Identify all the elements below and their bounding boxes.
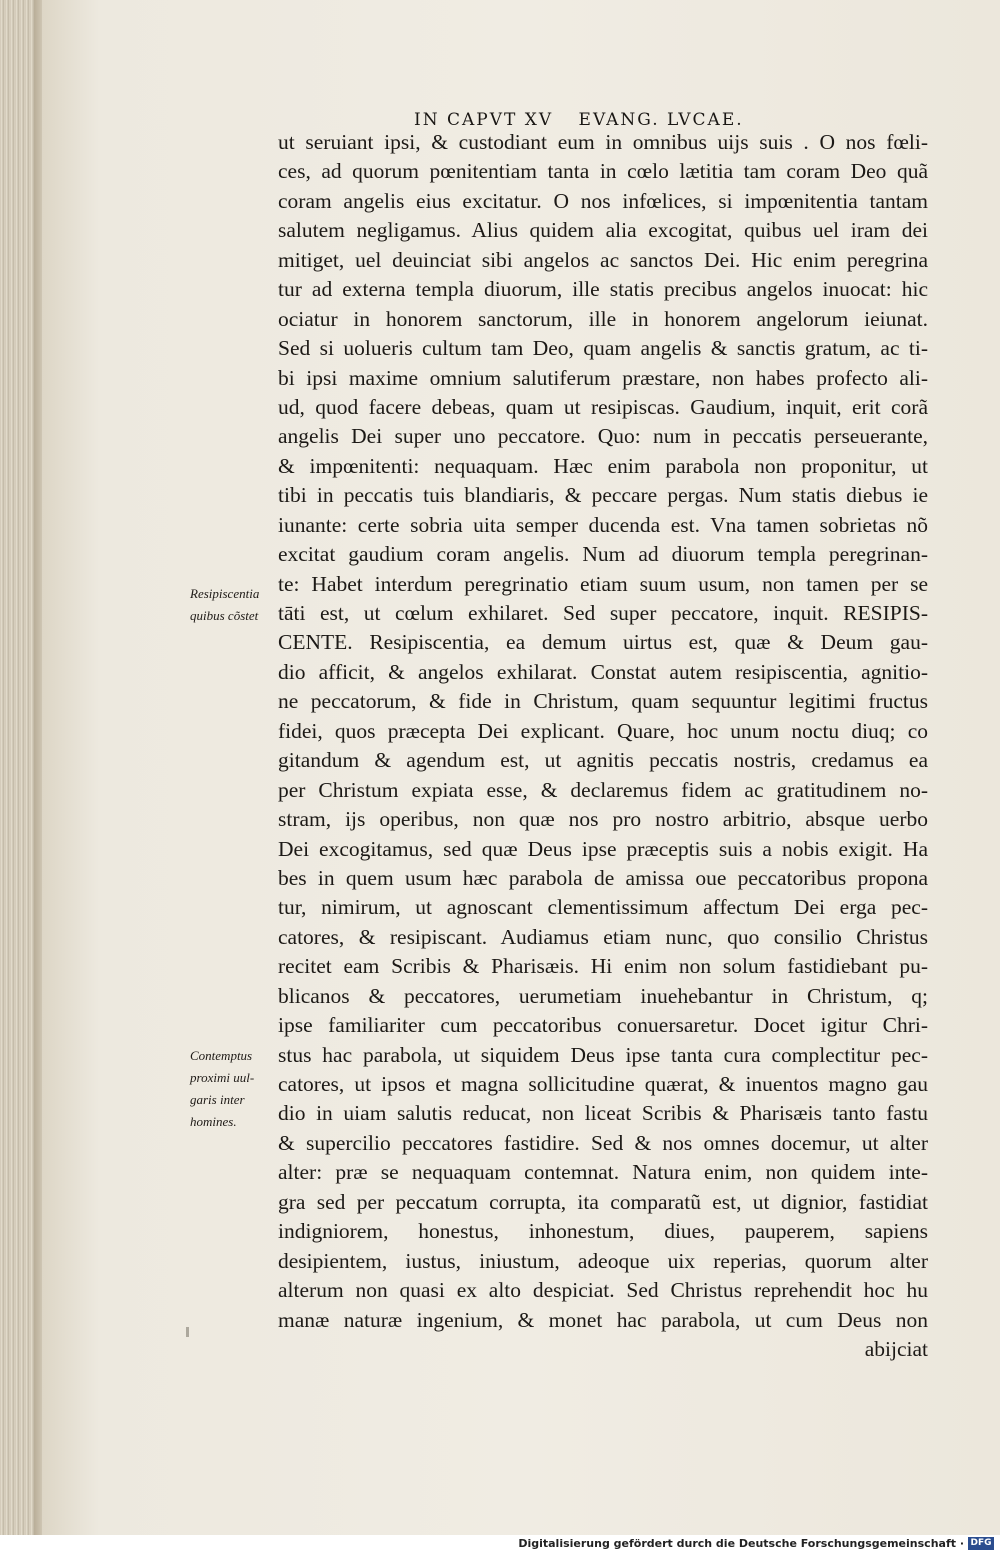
text-line: angelis Dei super uno peccatore. Quo: num in peccatis perseuerante, <box>278 424 928 449</box>
margin-note-resipiscentia <box>190 583 282 627</box>
text-line: & supercilio peccatores fastidire. Sed & nos omnes docemur, ut alter <box>278 1130 928 1155</box>
margin-note-line: Contemptus <box>190 1048 253 1063</box>
margin-note-line: Resipiscentia <box>190 586 260 601</box>
text-line: bes in quem usum hæc parabola de amissa oue peccatoribus propona <box>278 865 928 890</box>
text-line: ces, ad quorum pœnitentiam tanta in cœlo lætitia tam coram Deo quã <box>278 159 928 184</box>
text-line: alterum non quasi ex alto despiciat. Sed Christus reprehendit hoc hu <box>278 1278 928 1303</box>
text-line: tāti est, ut cœlum exhilaret. Sed super peccatore, inquit. RESIPIS- <box>278 601 928 625</box>
running-head-chapter: IN CAPVT XV <box>414 110 554 130</box>
text-line: ud, quod facere debeas, quam ut resipiscas. Gaudium, inquit, erit corã <box>278 394 928 419</box>
page-stack-edges <box>0 0 34 1535</box>
ink-mark <box>186 1327 189 1337</box>
text-line: dio afficit, & angelos exhilarat. Constat autem resipiscentia, agnitio- <box>278 659 928 684</box>
margin-note-line: proximi uul- <box>190 1070 255 1085</box>
text-line: per Christum expiata esse, & declaremus fidem ac gratitudinem no- <box>278 777 928 802</box>
text-line: alter: præ se nequaquam contemnat. Natura enim, non quidem inte- <box>278 1160 928 1185</box>
margin-note-line: garis inter <box>190 1092 245 1107</box>
text-line: dio in uiam salutis reducat, non liceat Scribis & Pharisæis tanto fastu <box>278 1101 928 1126</box>
text-line: gitandum & agendum est, ut agnitis peccatis nostris, credamus ea <box>278 748 928 773</box>
body-text-block <box>278 128 928 1364</box>
text-line: stus hac parabola, ut siquidem Deus ipse tanta cura complectitur pec- <box>278 1042 928 1067</box>
text-line: desipientem, iustus, iniustum, adeoque uix reperias, quorum alter <box>278 1248 928 1273</box>
text-line: tur, nimirum, ut agnoscant clementissimum affectum Dei erga pec- <box>278 895 928 920</box>
text-line: Sed si uolueris cultum tam Deo, quam angelis & sanctis gratum, ac ti- <box>278 336 928 361</box>
text-line: tibi in peccatis tuis blandiaris, & peccare pergas. Num statis diebus ie <box>278 483 928 508</box>
text-line: Dei excogitamus, sed quæ Deus ipse præceptis suis a nobis exigit. Ha <box>278 836 928 861</box>
text-line: abijciat <box>864 1336 928 1361</box>
text-line: ipse familiariter cum peccatoribus conuersaretur. Docet igitur Chri- <box>278 1013 928 1038</box>
text-line: catores, ut ipsos et magna sollicitudine quærat, & inuentos magno gau <box>278 1072 928 1096</box>
text-line: & impœnitenti: nequaquam. Hæc enim parabola non proponitur, ut <box>278 453 928 478</box>
text-line: ne peccatorum, & fide in Christum, quam sequuntur legitimi fructus <box>278 689 928 714</box>
text-line: excitat gaudium coram angelis. Num ad diuorum templa peregrinan- <box>278 542 928 567</box>
text-line: bi ipsi maxime omnium salutiferum præstare, non habes profecto ali- <box>278 365 928 390</box>
text-line: recitet eam Scribis & Pharisæis. Hi enim non solum fastidiebant pu- <box>278 954 928 979</box>
text-line: stram, ijs operibus, non quæ nos pro nostro arbitrio, absque uerbo <box>278 807 928 832</box>
dfg-logo-icon: DFG <box>968 1537 994 1550</box>
text-line: tur ad externa templa diuorum, ille statis precibus angelos inuocat: hic <box>278 277 928 302</box>
margin-note-contemptus <box>190 1045 282 1133</box>
text-line: indigniorem, honestus, inhonestum, diues, pauperem, sapiens <box>278 1219 928 1244</box>
text-line: fidei, quos præcepta Dei explicant. Quare, hoc unum noctu diuq; co <box>278 718 928 743</box>
text-line: te: Habet interdum peregrinatio etiam suum usum, non tamen per se <box>278 571 928 596</box>
funding-credit: Digitalisierung gefördert durch die Deutsche Forschungsgemeinschaft · <box>518 1537 964 1550</box>
text-line: mitiget, uel deuinciat sibi angelos ac sanctos Dei. Hic enim peregrina <box>278 247 928 272</box>
text-line: iunante: certe sobria uita semper ducenda est. Vna tamen sobrietas nõ <box>278 512 928 537</box>
text-line: gra sed per peccatum corrupta, ita comparatũ est, ut dignior, fastidiat <box>278 1189 928 1214</box>
running-head <box>414 110 762 130</box>
text-line: manæ naturæ ingenium, & monet hac parabola, ut cum Deus non <box>278 1307 928 1332</box>
text-line: ut seruiant ipsi, & custodiant eum in omnibus uijs suis . O nos fœli- <box>278 130 928 154</box>
text-line: salutem negligamus. Alius quidem alia excogitat, quibus uel iram dei <box>278 218 928 243</box>
margin-note-line: quibus cõstet <box>190 608 259 623</box>
text-line: CENTE. Resipiscentia, ea demum uirtus est, quæ & Deum gau- <box>278 630 928 655</box>
text-line: catores, & resipiscant. Audiamus etiam nunc, quo consilio Christus <box>278 924 928 949</box>
text-line: blicanos & peccatores, uerumetiam inuehebantur in Christum, q; <box>278 983 928 1008</box>
text-line: ociatur in honorem sanctorum, ille in honorem angelorum ieiunat. <box>278 306 928 331</box>
running-head-book: EVANG. LVCAE. <box>578 110 744 130</box>
margin-note-line: homines. <box>190 1114 237 1129</box>
text-line: coram angelis eius excitatur. O nos infœlices, si impœnitentia tantam <box>278 188 928 213</box>
